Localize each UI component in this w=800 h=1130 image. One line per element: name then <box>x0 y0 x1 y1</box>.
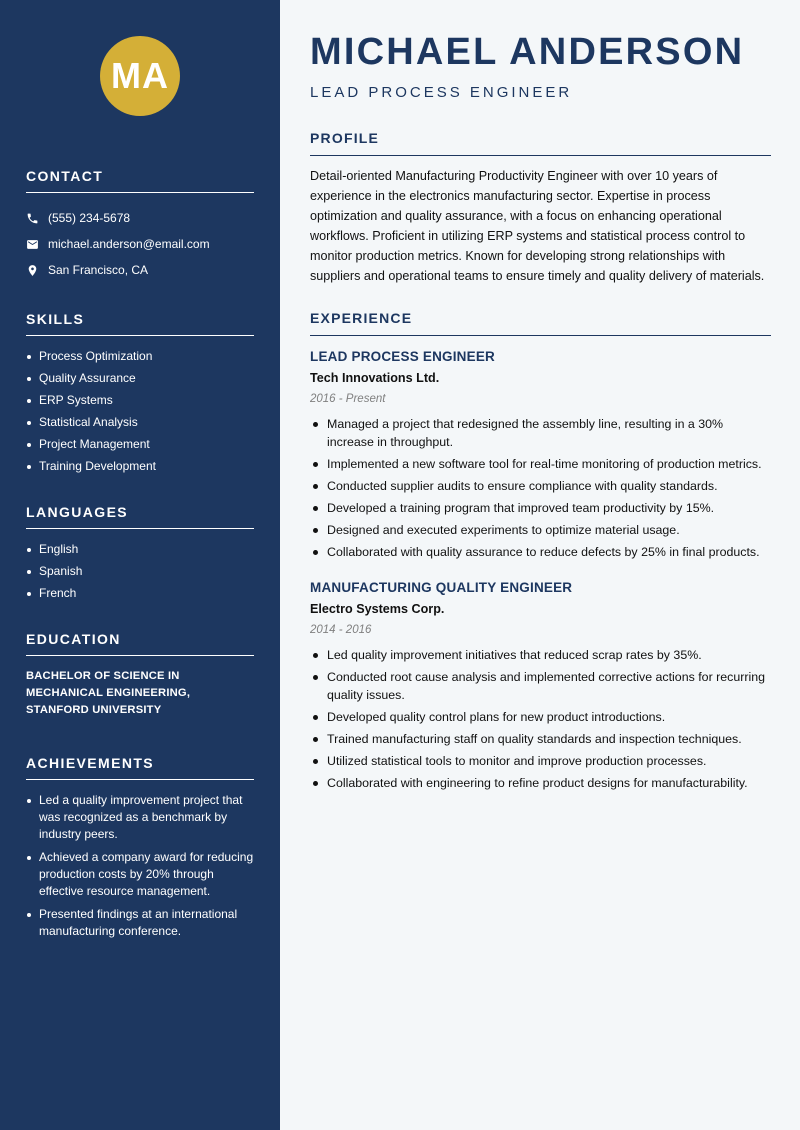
job-bullets <box>310 646 771 792</box>
education-heading: EDUCATION <box>26 631 254 656</box>
achievement-item: Led a quality improvement project that was recognized as a benchmark by industry peers. <box>26 792 254 843</box>
job-company: Electro Systems Corp. <box>310 602 445 616</box>
skill-item: Project Management <box>26 436 254 458</box>
job-bullet: Developed a training program that improved team productivity by 15%. <box>310 499 771 517</box>
profile-text: Detail-oriented Manufacturing Productivity Engineer with over 10 years of experience in the electronics manufacturing sector. Expertise in process optimization and quality assurance, with a focus on enhancing operational workflows. Proficient in utilizing ERP systems and statistical process control to monitor production metrics. Known for developing strong relationships with suppliers and operational teams to ensure timely and quality delivery of materials. <box>310 169 765 283</box>
language-item: French <box>26 585 254 607</box>
job-dates: 2016 - Present <box>310 393 386 405</box>
job-bullet: Conducted supplier audits to ensure compliance with quality standards. <box>310 477 771 495</box>
job-bullet: Conducted root cause analysis and implemented corrective actions for recurring quality issues. <box>310 668 771 704</box>
contact-section <box>26 168 254 283</box>
location-pin-icon <box>26 264 39 277</box>
avatar <box>100 36 180 116</box>
job-bullet: Trained manufacturing staff on quality standards and inspection techniques. <box>310 730 771 748</box>
achievements-heading: ACHIEVEMENTS <box>26 755 254 780</box>
phone-text: (555) 234-5678 <box>48 211 131 225</box>
contact-email <box>26 231 254 257</box>
language-item: English <box>26 541 254 563</box>
job-bullet: Utilized statistical tools to monitor and improve production processes. <box>310 752 771 770</box>
languages-list <box>26 541 254 607</box>
skill-item: Training Development <box>26 458 254 480</box>
job-dates: 2014 - 2016 <box>310 624 372 636</box>
email-text: michael.anderson@email.com <box>48 237 210 251</box>
achievement-item: Presented findings at an international manufacturing conference. <box>26 906 254 940</box>
sidebar <box>0 0 280 1130</box>
job-bullet: Designed and executed experiments to optimize material usage. <box>310 521 771 539</box>
job-company: Tech Innovations Ltd. <box>310 371 440 385</box>
job-bullet: Developed quality control plans for new product introductions. <box>310 708 771 726</box>
skill-item: Statistical Analysis <box>26 414 254 436</box>
job-bullet: Implemented a new software tool for real-time monitoring of production metrics. <box>310 455 771 473</box>
achievement-item: Achieved a company award for reducing production costs by 20% through effective resource management. <box>26 849 254 900</box>
achievements-section <box>26 755 254 940</box>
job-bullet: Collaborated with engineering to refine product designs for manufacturability. <box>310 774 771 792</box>
job-bullets <box>310 415 771 561</box>
skills-section <box>26 311 254 480</box>
experience-heading: EXPERIENCE <box>310 310 771 336</box>
candidate-name: MICHAEL ANDERSON <box>310 31 745 73</box>
experience-section <box>310 310 771 792</box>
job-entry <box>310 348 771 561</box>
language-item: Spanish <box>26 563 254 585</box>
contact-heading: CONTACT <box>26 168 254 193</box>
main-content <box>280 0 800 1130</box>
skill-item: Quality Assurance <box>26 370 254 392</box>
profile-section <box>310 130 771 286</box>
contact-phone <box>26 205 254 231</box>
candidate-title: LEAD PROCESS ENGINEER <box>310 84 573 101</box>
profile-heading: PROFILE <box>310 130 771 156</box>
job-title: MANUFACTURING QUALITY ENGINEER <box>310 580 573 595</box>
job-entry <box>310 579 771 792</box>
languages-heading: LANGUAGES <box>26 504 254 529</box>
location-text: San Francisco, CA <box>48 263 149 277</box>
job-bullet: Managed a project that redesigned the assembly line, resulting in a 30% increase in throughput. <box>310 415 771 451</box>
education-degree: BACHELOR OF SCIENCE IN MECHANICAL ENGINEERING, STANFORD UNIVERSITY <box>26 670 191 716</box>
phone-icon <box>26 212 39 225</box>
languages-section <box>26 504 254 607</box>
job-title: LEAD PROCESS ENGINEER <box>310 349 495 364</box>
contact-location <box>26 257 254 283</box>
skills-list <box>26 348 254 480</box>
skill-item: Process Optimization <box>26 348 254 370</box>
education-section <box>26 631 254 719</box>
email-icon <box>26 238 39 251</box>
job-bullet: Led quality improvement initiatives that reduced scrap rates by 35%. <box>310 646 771 664</box>
avatar-initials: MA <box>111 55 169 96</box>
job-bullet: Collaborated with quality assurance to reduce defects by 25% in final products. <box>310 543 771 561</box>
skills-heading: SKILLS <box>26 311 254 336</box>
skill-item: ERP Systems <box>26 392 254 414</box>
achievements-list <box>26 792 254 940</box>
